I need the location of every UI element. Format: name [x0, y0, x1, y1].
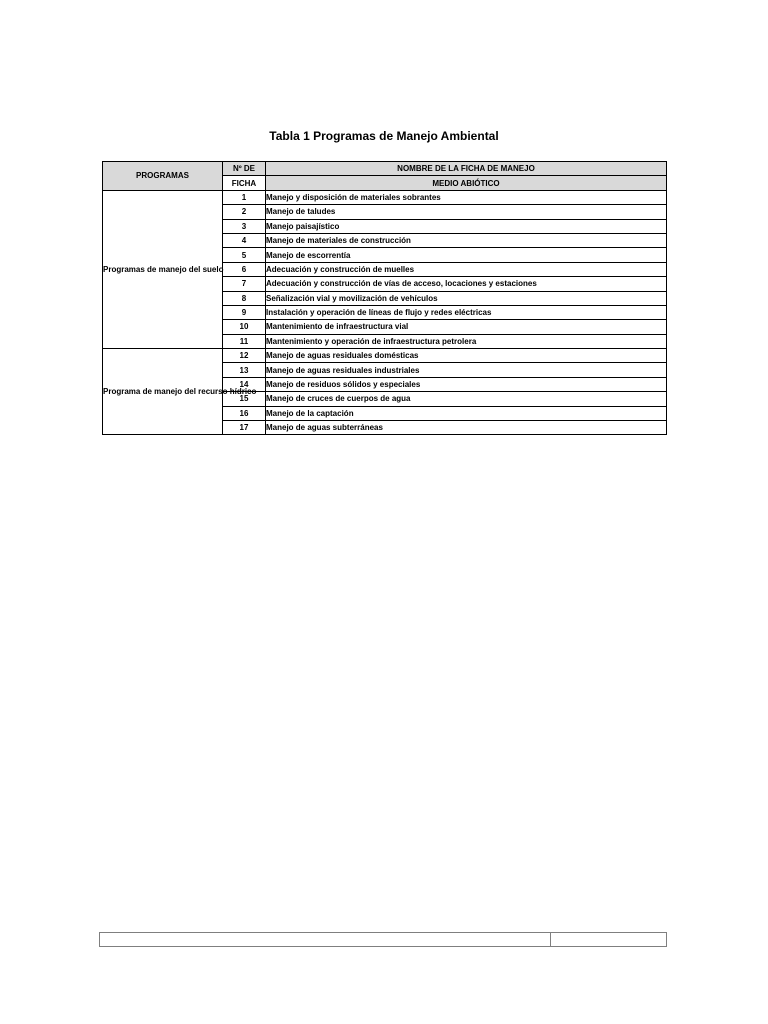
ficha-name: Manejo de la captación: [266, 406, 667, 420]
ficha-number: 4: [223, 233, 266, 247]
ficha-name: Adecuación y construcción de muelles: [266, 262, 667, 276]
ficha-name: Instalación y operación de líneas de flujo y redes eléctricas: [266, 305, 667, 319]
ficha-name: Manejo paisajístico: [266, 219, 667, 233]
ficha-number: 13: [223, 363, 266, 377]
ficha-name: Manejo de escorrentía: [266, 248, 667, 262]
ficha-number: 1: [223, 190, 266, 204]
ficha-name: Manejo de residuos sólidos y especiales: [266, 377, 667, 391]
ficha-number: 8: [223, 291, 266, 305]
ficha-name: Manejo de cruces de cuerpos de agua: [266, 392, 667, 406]
header-programas: PROGRAMAS: [103, 162, 223, 191]
ficha-number: 5: [223, 248, 266, 262]
ficha-number: 6: [223, 262, 266, 276]
ficha-number: 2: [223, 205, 266, 219]
table-header: [103, 162, 667, 191]
header-numero-line1: Nº DE: [223, 162, 266, 176]
footer-divider: [550, 933, 551, 946]
ficha-number: 15: [223, 392, 266, 406]
program-cell: Programas de manejo del suelo: [103, 190, 223, 348]
ficha-name: Adecuación y construcción de vías de acceso, locaciones y estaciones: [266, 277, 667, 291]
table-body: [103, 190, 667, 435]
ficha-number: 14: [223, 377, 266, 391]
ficha-number: 12: [223, 349, 266, 363]
ficha-name: Manejo y disposición de materiales sobrantes: [266, 190, 667, 204]
ficha-name: Manejo de materiales de construcción: [266, 233, 667, 247]
programs-table: [102, 161, 667, 435]
ficha-number: 16: [223, 406, 266, 420]
ficha-number: 10: [223, 320, 266, 334]
program-cell: Programa de manejo del recurso hídrico: [103, 349, 223, 435]
ficha-name: Manejo de taludes: [266, 205, 667, 219]
ficha-number: 7: [223, 277, 266, 291]
ficha-number: 9: [223, 305, 266, 319]
ficha-name: Manejo de aguas residuales domésticas: [266, 349, 667, 363]
ficha-name: Mantenimiento y operación de infraestructura petrolera: [266, 334, 667, 348]
ficha-name: Mantenimiento de infraestructura vial: [266, 320, 667, 334]
table-row: [103, 190, 667, 204]
ficha-name: Señalización vial y movilización de vehículos: [266, 291, 667, 305]
header-nombre: NOMBRE DE LA FICHA DE MANEJO: [266, 162, 667, 176]
ficha-number: 3: [223, 219, 266, 233]
ficha-name: Manejo de aguas residuales industriales: [266, 363, 667, 377]
table-title: Tabla 1 Programas de Manejo Ambiental: [269, 129, 499, 143]
header-numero-line2: FICHA: [223, 176, 266, 190]
ficha-name: Manejo de aguas subterráneas: [266, 421, 667, 435]
ficha-number: 17: [223, 421, 266, 435]
footer-box: [99, 932, 667, 947]
table-row: [103, 349, 667, 363]
header-medio: MEDIO ABIÓTICO: [266, 176, 667, 190]
ficha-number: 11: [223, 334, 266, 348]
